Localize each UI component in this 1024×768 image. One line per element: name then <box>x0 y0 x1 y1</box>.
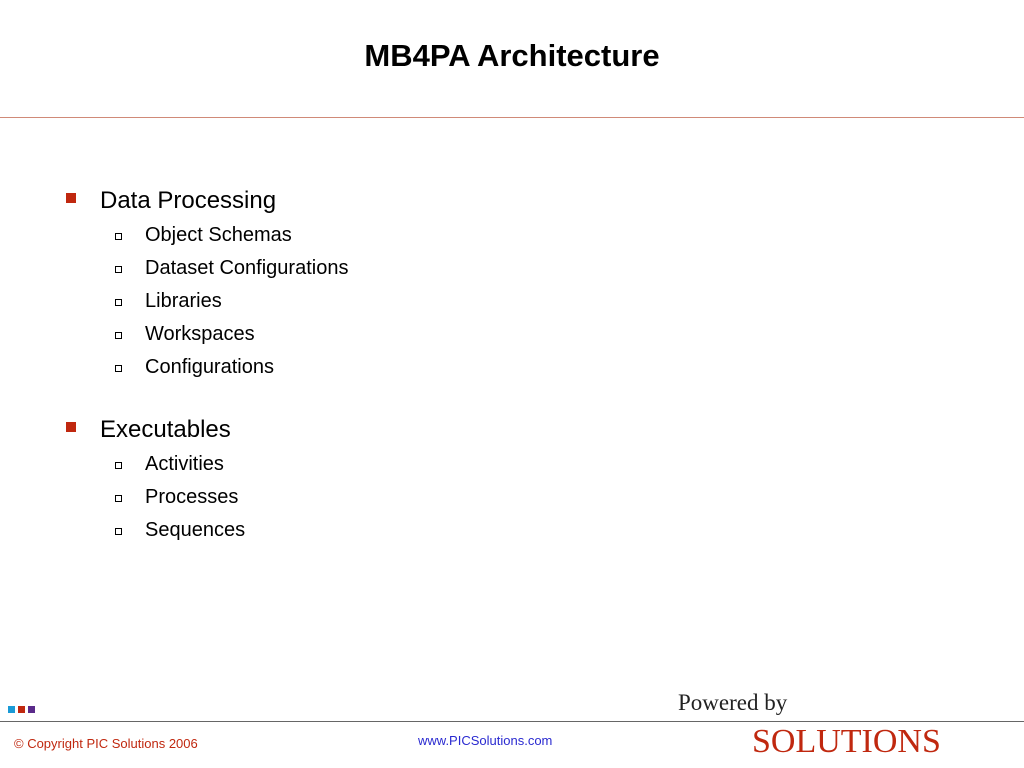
hollow-square-bullet-icon <box>115 462 122 469</box>
bullet-content <box>66 186 966 548</box>
powered-by-text: Powered by <box>678 690 788 715</box>
hollow-square-bullet-icon <box>115 365 122 372</box>
website-link[interactable]: www.PICSolutions.com <box>418 733 553 748</box>
purple-square-icon <box>28 706 35 713</box>
sub-bullet-list <box>66 449 966 548</box>
copyright-text: © Copyright PIC Solutions 2006 <box>14 736 198 751</box>
bullet-label: Data Processing <box>100 187 277 214</box>
sub-bullet-item <box>66 515 966 548</box>
slide-title: MB4PA Architecture <box>364 38 660 73</box>
red-square-bullet-icon <box>66 193 76 203</box>
bullet-label: Executables <box>100 416 231 443</box>
hollow-square-bullet-icon <box>115 299 122 306</box>
sub-bullet-label: Object Schemas <box>145 224 292 246</box>
footer-divider <box>0 721 1024 722</box>
brand-logo-text: SOLUTIONS <box>752 723 941 760</box>
blue-square-icon <box>8 706 15 713</box>
sub-bullet-item <box>66 286 966 319</box>
sub-bullet-label: Workspaces <box>145 323 255 345</box>
hollow-square-bullet-icon <box>115 233 122 240</box>
sub-bullet-item <box>66 253 966 286</box>
sub-bullet-item <box>66 352 966 385</box>
title-divider <box>0 117 1024 118</box>
decorative-squares-icon <box>8 706 35 714</box>
bullet-item <box>66 415 966 445</box>
sub-bullet-list <box>66 220 966 385</box>
hollow-square-bullet-icon <box>115 266 122 273</box>
sub-bullet-item <box>66 482 966 515</box>
bullet-item <box>66 186 966 216</box>
sub-bullet-label: Configurations <box>145 356 274 378</box>
sub-bullet-label: Libraries <box>145 290 222 312</box>
sub-bullet-label: Activities <box>145 453 224 475</box>
section-executables <box>66 415 966 548</box>
sub-bullet-item <box>66 220 966 253</box>
sub-bullet-item <box>66 449 966 482</box>
section-data-processing <box>66 186 966 385</box>
hollow-square-bullet-icon <box>115 332 122 339</box>
sub-bullet-label: Processes <box>145 486 239 508</box>
red-square-icon <box>18 706 25 713</box>
sub-bullet-label: Dataset Configurations <box>145 257 349 279</box>
hollow-square-bullet-icon <box>115 528 122 535</box>
red-square-bullet-icon <box>66 422 76 432</box>
hollow-square-bullet-icon <box>115 495 122 502</box>
sub-bullet-item <box>66 319 966 352</box>
sub-bullet-label: Sequences <box>145 519 246 541</box>
